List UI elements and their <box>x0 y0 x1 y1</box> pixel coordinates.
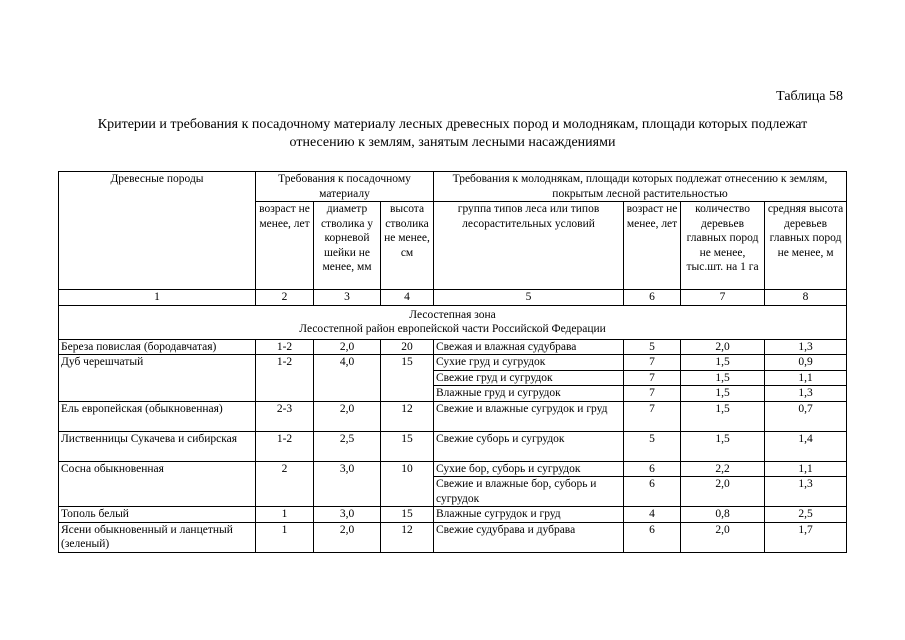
avg-height-cell: 1,3 <box>765 339 847 355</box>
diameter-cell: 2,0 <box>314 339 381 355</box>
table-row <box>59 507 847 523</box>
header-planting-material: Требования к посадочному материалу <box>256 172 434 202</box>
avg-height-cell: 1,1 <box>765 370 847 386</box>
diameter-cell: 3,0 <box>314 461 381 507</box>
col-number: 6 <box>624 290 681 306</box>
table-row <box>59 355 847 371</box>
forest-type-cell: Влажные сугрудок и груд <box>434 507 624 523</box>
young-age-cell: 4 <box>624 507 681 523</box>
height-cell: 15 <box>381 431 434 461</box>
age-cell: 2-3 <box>256 401 314 431</box>
avg-height-cell: 0,9 <box>765 355 847 371</box>
height-cell: 12 <box>381 401 434 431</box>
tree-count-cell: 2,0 <box>681 339 765 355</box>
forest-type-cell: Свежие и влажные бор, суборь и сугрудок <box>434 477 624 507</box>
forest-type-cell: Свежие и влажные сугрудок и груд <box>434 401 624 431</box>
region-title: Лесостепной район европейской части Российской Федерации <box>299 323 606 335</box>
avg-height-cell: 2,5 <box>765 507 847 523</box>
header-species: Древесные породы <box>59 172 256 290</box>
header-avg-height: средняя высота деревьев главных пород не менее, м <box>765 202 847 290</box>
header-young-age: возраст не менее, лет <box>624 202 681 290</box>
young-age-cell: 6 <box>624 461 681 477</box>
header-height: высота стволика не менее, см <box>381 202 434 290</box>
species-cell: Ясени обыкновенный и ланцетный (зеленый) <box>59 522 256 552</box>
zone-title: Лесостепная зона <box>409 308 496 321</box>
avg-height-cell: 1,3 <box>765 386 847 402</box>
table-row <box>59 339 847 355</box>
tree-count-cell: 1,5 <box>681 431 765 461</box>
col-number: 7 <box>681 290 765 306</box>
forest-type-cell: Свежие суборь и сугрудок <box>434 431 624 461</box>
species-cell: Лиственницы Сукачева и сибирская <box>59 431 256 461</box>
header-tree-count: количество деревьев главных пород не менее, тыс.шт. на 1 га <box>681 202 765 290</box>
species-cell: Ель европейская (обыкновенная) <box>59 401 256 431</box>
age-cell: 1-2 <box>256 339 314 355</box>
header-forest-type: группа типов леса или типов лесорастительных условий <box>434 202 624 290</box>
young-age-cell: 7 <box>624 355 681 371</box>
header-age: возраст не менее, лет <box>256 202 314 290</box>
col-number: 3 <box>314 290 381 306</box>
young-age-cell: 7 <box>624 386 681 402</box>
col-number: 2 <box>256 290 314 306</box>
tree-count-cell: 1,5 <box>681 401 765 431</box>
age-cell: 2 <box>256 461 314 507</box>
tree-count-cell: 2,0 <box>681 522 765 552</box>
col-number: 8 <box>765 290 847 306</box>
diameter-cell: 2,5 <box>314 431 381 461</box>
age-cell: 1-2 <box>256 355 314 402</box>
title-line-1: Критерии и требования к посадочному материалу лесных древесных пород и молоднякам, площади которых подлежат <box>97 117 808 132</box>
tree-count-cell: 1,5 <box>681 370 765 386</box>
forest-type-cell: Свежие груд и сугрудок <box>434 370 624 386</box>
avg-height-cell: 1,4 <box>765 431 847 461</box>
height-cell: 12 <box>381 522 434 552</box>
table-title <box>60 116 845 152</box>
tree-count-cell: 1,5 <box>681 386 765 402</box>
table-row <box>59 461 847 477</box>
diameter-cell: 3,0 <box>314 507 381 523</box>
col-number: 5 <box>434 290 624 306</box>
avg-height-cell: 1,7 <box>765 522 847 552</box>
title-line-2: отнесению к землям, занятым лесными насаждениями <box>289 135 616 150</box>
avg-height-cell: 1,1 <box>765 461 847 477</box>
young-age-cell: 6 <box>624 477 681 507</box>
avg-height-cell: 1,3 <box>765 477 847 507</box>
diameter-cell: 2,0 <box>314 522 381 552</box>
table-row <box>59 431 847 461</box>
species-cell: Дуб черешчатый <box>59 355 256 402</box>
header-diameter: диаметр стволика у корневой шейки не менее, мм <box>314 202 381 290</box>
age-cell: 1 <box>256 507 314 523</box>
young-age-cell: 5 <box>624 339 681 355</box>
diameter-cell: 4,0 <box>314 355 381 402</box>
age-cell: 1-2 <box>256 431 314 461</box>
young-age-cell: 7 <box>624 401 681 431</box>
forest-type-cell: Свежая и влажная судубрава <box>434 339 624 355</box>
forest-type-cell: Свежие судубрава и дубрава <box>434 522 624 552</box>
height-cell: 15 <box>381 355 434 402</box>
height-cell: 10 <box>381 461 434 507</box>
zone-header <box>59 305 847 339</box>
species-cell: Тополь белый <box>59 507 256 523</box>
col-number: 4 <box>381 290 434 306</box>
tree-count-cell: 1,5 <box>681 355 765 371</box>
diameter-cell: 2,0 <box>314 401 381 431</box>
young-age-cell: 6 <box>624 522 681 552</box>
age-cell: 1 <box>256 522 314 552</box>
young-age-cell: 5 <box>624 431 681 461</box>
young-age-cell: 7 <box>624 370 681 386</box>
forest-type-cell: Сухие бор, суборь и сугрудок <box>434 461 624 477</box>
species-cell: Сосна обыкновенная <box>59 461 256 507</box>
height-cell: 15 <box>381 507 434 523</box>
species-cell: Береза повислая (бородавчатая) <box>59 339 256 355</box>
table-row <box>59 401 847 431</box>
criteria-table <box>58 171 847 553</box>
tree-count-cell: 0,8 <box>681 507 765 523</box>
forest-type-cell: Влажные груд и сугрудок <box>434 386 624 402</box>
table-row <box>59 522 847 552</box>
avg-height-cell: 0,7 <box>765 401 847 431</box>
tree-count-cell: 2,0 <box>681 477 765 507</box>
height-cell: 20 <box>381 339 434 355</box>
col-number: 1 <box>59 290 256 306</box>
forest-type-cell: Сухие груд и сугрудок <box>434 355 624 371</box>
table-number-label: Таблица 58 <box>776 89 843 104</box>
header-young-stands: Требования к молоднякам, площади которых подлежат отнесению к землям, покрытым лесной растительностью <box>434 172 847 202</box>
tree-count-cell: 2,2 <box>681 461 765 477</box>
